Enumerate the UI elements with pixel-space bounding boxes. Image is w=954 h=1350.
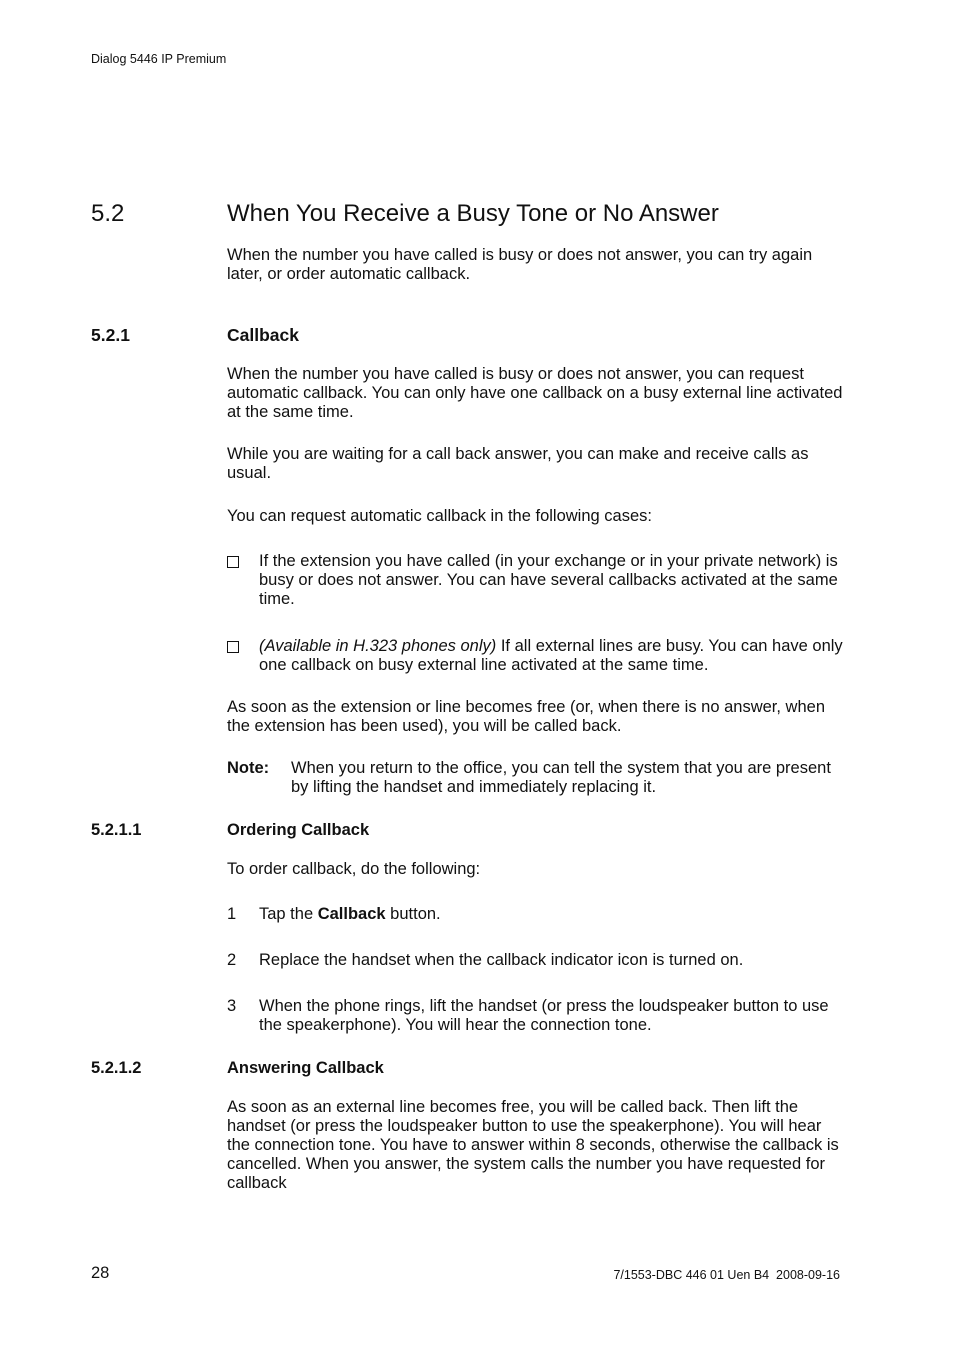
step-number: 1 — [227, 905, 237, 923]
step-text-part: button. — [385, 905, 441, 923]
list-item-text: If all external lines are busy. You can have only one callback on busy external line activated at the same time. — [259, 637, 843, 674]
paragraph: When the number you have called is busy or does not answer, you can request automatic callback. You can only have one callback on a busy external line activated at the same time. — [227, 365, 843, 421]
checkbox-bullet-icon — [227, 556, 239, 568]
section-intro: When the number you have called is busy or does not answer, you can try again later, or order automatic callback. — [227, 246, 813, 283]
availability-note: (Available in H.323 phones only) — [259, 637, 497, 655]
note-text: When you return to the office, you can tell the system that you are present by lifting the handset and immediately replacing it. — [291, 759, 831, 796]
step-text: Replace the handset when the callback indicator icon is turned on. — [259, 951, 744, 969]
subsection-title: Callback — [227, 325, 299, 345]
note-label: Note: — [227, 759, 270, 777]
section-number: 5.2 — [91, 200, 125, 227]
page-number: 28 — [91, 1264, 110, 1282]
paragraph: As soon as an external line becomes free, you will be called back. Then lift the handset (or press the loudspeaker button to use the speakerphone). You will hear the connection tone. You have to answer within 8 seconds, otherwise the callback is cancelled. When you answer, the system calls the number you have requested for callback — [227, 1098, 839, 1192]
step-text — [259, 905, 849, 924]
paragraph: To order callback, do the following: — [227, 860, 481, 878]
list-item — [259, 637, 849, 675]
paragraph: You can request automatic callback in the following cases: — [227, 507, 652, 525]
section-title: When You Receive a Busy Tone or No Answer — [227, 200, 719, 227]
running-header: Dialog 5446 IP Premium — [91, 52, 227, 66]
step-number: 3 — [227, 997, 237, 1015]
checkbox-bullet-icon — [227, 641, 239, 653]
subsubsection-title: Ordering Callback — [227, 821, 370, 839]
step-text: When the phone rings, lift the handset (or press the loudspeaker button to use the speakerphone). You will hear the connection tone. — [259, 997, 829, 1034]
subsubsection-number: 5.2.1.2 — [91, 1059, 142, 1077]
paragraph: While you are waiting for a call back answer, you can make and receive calls as usual. — [227, 445, 809, 482]
subsubsection-number: 5.2.1.1 — [91, 821, 142, 839]
paragraph: As soon as the extension or line becomes free (or, when there is no answer, when the extension has been used), you will be called back. — [227, 698, 826, 735]
list-item: If the extension you have called (in your exchange or in your private network) is busy or does not answer. You can have several callbacks activated at the same time. — [259, 552, 838, 608]
document-id: 7/1553-DBC 446 01 Uen B4 2008-09-16 — [613, 1268, 840, 1282]
step-text-part: Tap the — [259, 905, 318, 923]
subsection-number: 5.2.1 — [91, 325, 130, 345]
callback-button-name: Callback — [317, 905, 386, 923]
subsubsection-title: Answering Callback — [227, 1059, 384, 1077]
step-number: 2 — [227, 951, 237, 969]
